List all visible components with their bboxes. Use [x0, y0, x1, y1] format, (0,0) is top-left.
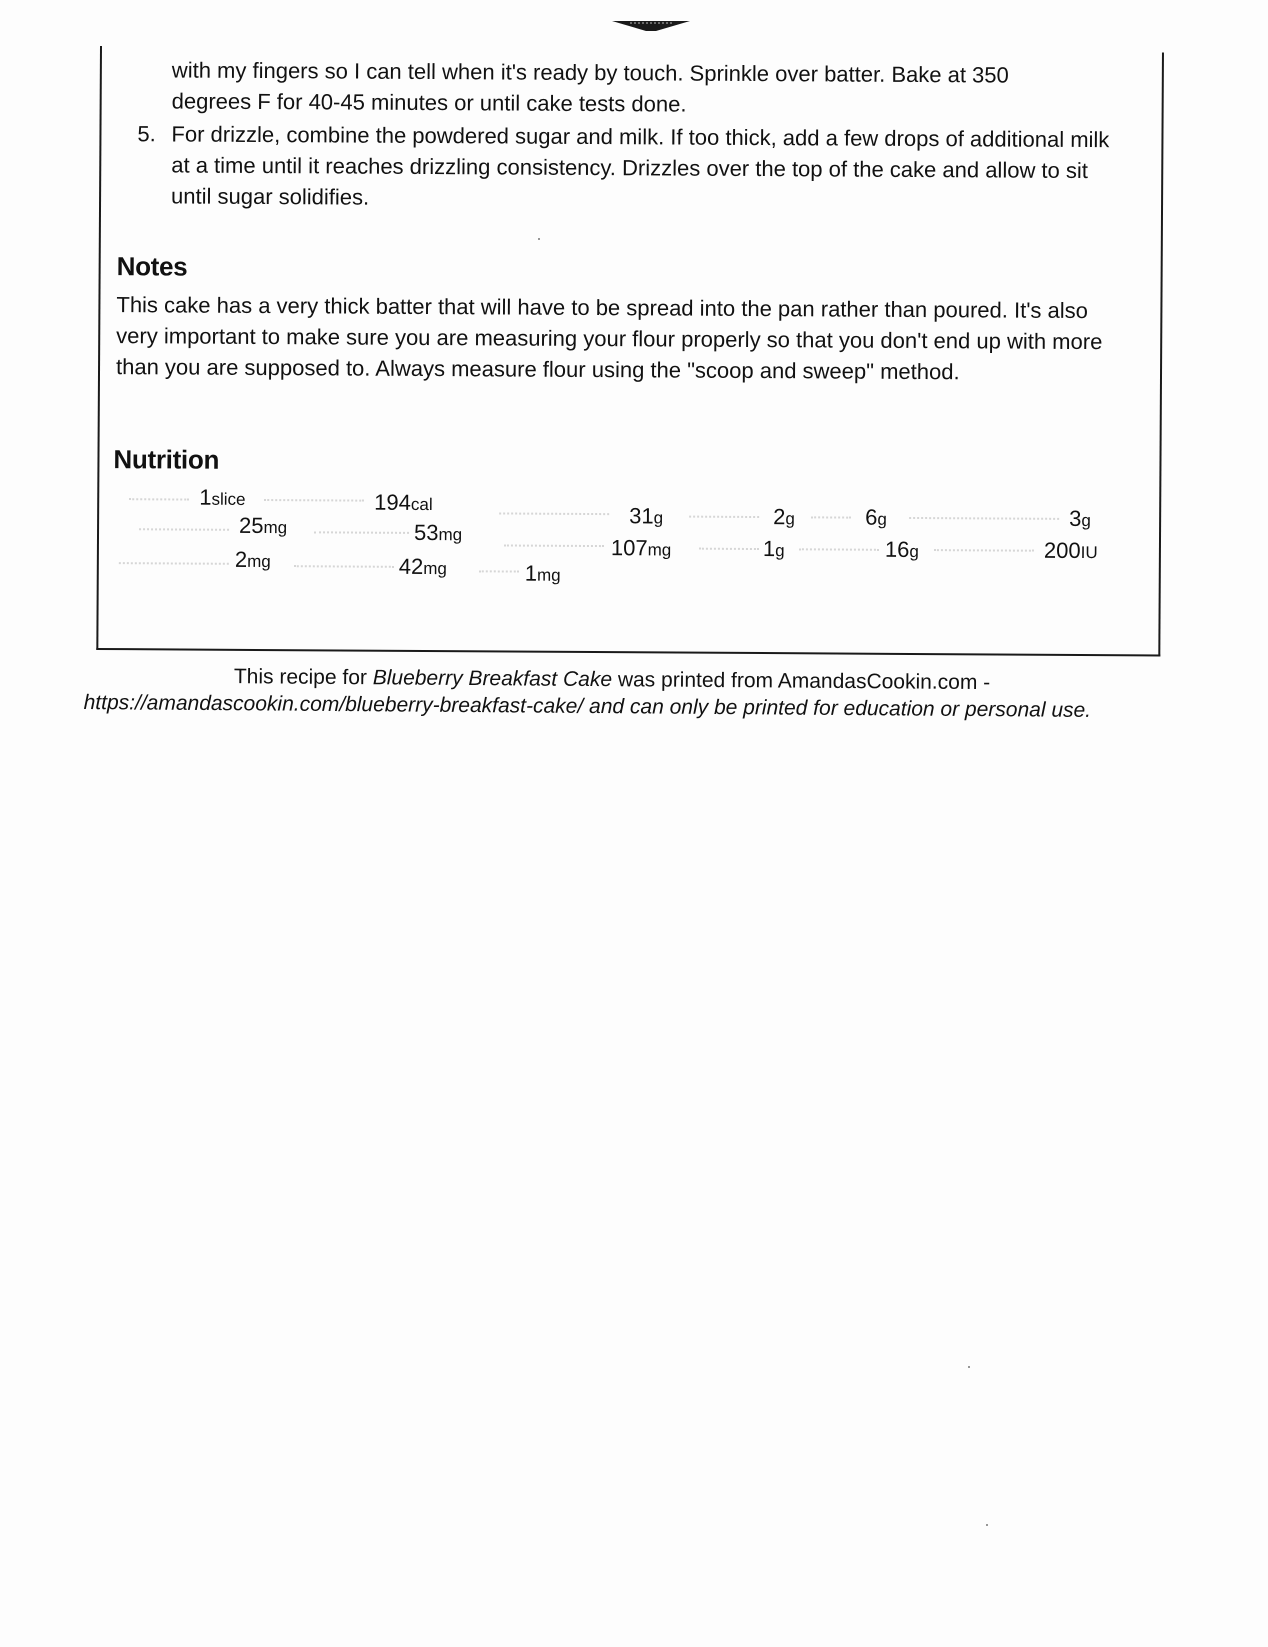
nutrition-sodium: 53mg	[413, 519, 463, 546]
nutrition-calories: 194cal	[374, 489, 433, 515]
nutrition-faded-label	[119, 562, 229, 571]
instruction-step-text: For drizzle, combine the powdered sugar and milk. If too thick, add a few drops of additional milk at a time until it reaches drizzling consistency. Drizzles over the top of the cake and allow to sit until sugar solidifies.	[171, 121, 1110, 210]
instruction-continuation-line-2: degrees F for 40-45 minutes or until cake tests done.	[171, 88, 687, 117]
footer-recipe-name: Blueberry Breakfast Cake	[372, 666, 613, 692]
nutrition-vitamin-a: 200IU	[1043, 537, 1098, 563]
nutrition-faded-label	[264, 499, 364, 508]
nutrition-sugar: 16g	[884, 536, 919, 562]
nutrition-calcium: 42mg	[398, 553, 447, 579]
nutrition-protein: 2g	[773, 504, 795, 530]
nutrition-fiber: 1g	[762, 536, 785, 562]
nutrition-faded-label	[934, 549, 1034, 558]
nutrition-faded-label	[811, 516, 851, 524]
nutrition-cholesterol: 25mg	[238, 512, 288, 539]
nutrition-saturated-fat: 3g	[1069, 505, 1091, 532]
instruction-continuation	[172, 54, 1132, 122]
instructions-section	[137, 54, 1132, 217]
nutrition-vitamin-c: 2mg	[234, 546, 271, 572]
nutrition-faded-label	[129, 498, 189, 506]
instruction-continuation-line-1: with my fingers so I can tell when it's ready by touch. Sprinkle over batter. Bake at 350	[171, 57, 1009, 88]
recipe-card	[96, 46, 1164, 656]
nutrition-serving-size: 1slice	[199, 484, 246, 510]
notes-body: This cake has a very thick batter that will have to be spread into the pan rather than poured. It's also very important to make sure you are measuring your flour properly so that you don't end up with more than you are supposed to. Always measure flour using the "scoop and sweep" method.	[115, 292, 1103, 385]
nutrition-grid	[98, 484, 1163, 640]
notes-heading: Notes	[116, 251, 188, 282]
scan-speck	[538, 238, 540, 240]
footer-usage-note: and can only be printed for education or personal use.	[583, 694, 1092, 722]
instruction-step-number: 5.	[137, 121, 156, 147]
nutrition-faded-label	[799, 548, 879, 556]
nutrition-fat: 6g	[865, 504, 887, 530]
scan-speck	[968, 1366, 970, 1368]
footer-url-link[interactable]: https://amandascookin.com/blueberry-breakfast-cake/	[83, 690, 584, 718]
nutrition-heading: Nutrition	[113, 444, 220, 475]
nutrition-faded-label	[499, 512, 609, 521]
nutrition-faded-label	[294, 565, 394, 574]
instruction-step	[137, 118, 1132, 217]
nutrition-faded-label	[909, 517, 1059, 526]
nutrition-faded-label	[139, 528, 229, 537]
footer-prefix: This recipe for	[233, 665, 373, 690]
nutrition-faded-label	[314, 531, 409, 540]
nutrition-carbohydrates: 31g	[629, 503, 664, 529]
nutrition-faded-label	[699, 548, 759, 556]
print-footer	[84, 662, 1194, 725]
header-ornament-icon	[612, 20, 690, 32]
nutrition-faded-label	[504, 544, 604, 553]
scan-speck	[986, 1524, 988, 1526]
nutrition-potassium: 107mg	[610, 535, 672, 561]
nutrition-faded-label	[479, 570, 519, 578]
nutrition-iron: 1mg	[524, 560, 561, 586]
footer-source: was printed from AmandasCookin.com -	[611, 668, 991, 695]
nutrition-faded-label	[689, 516, 759, 524]
